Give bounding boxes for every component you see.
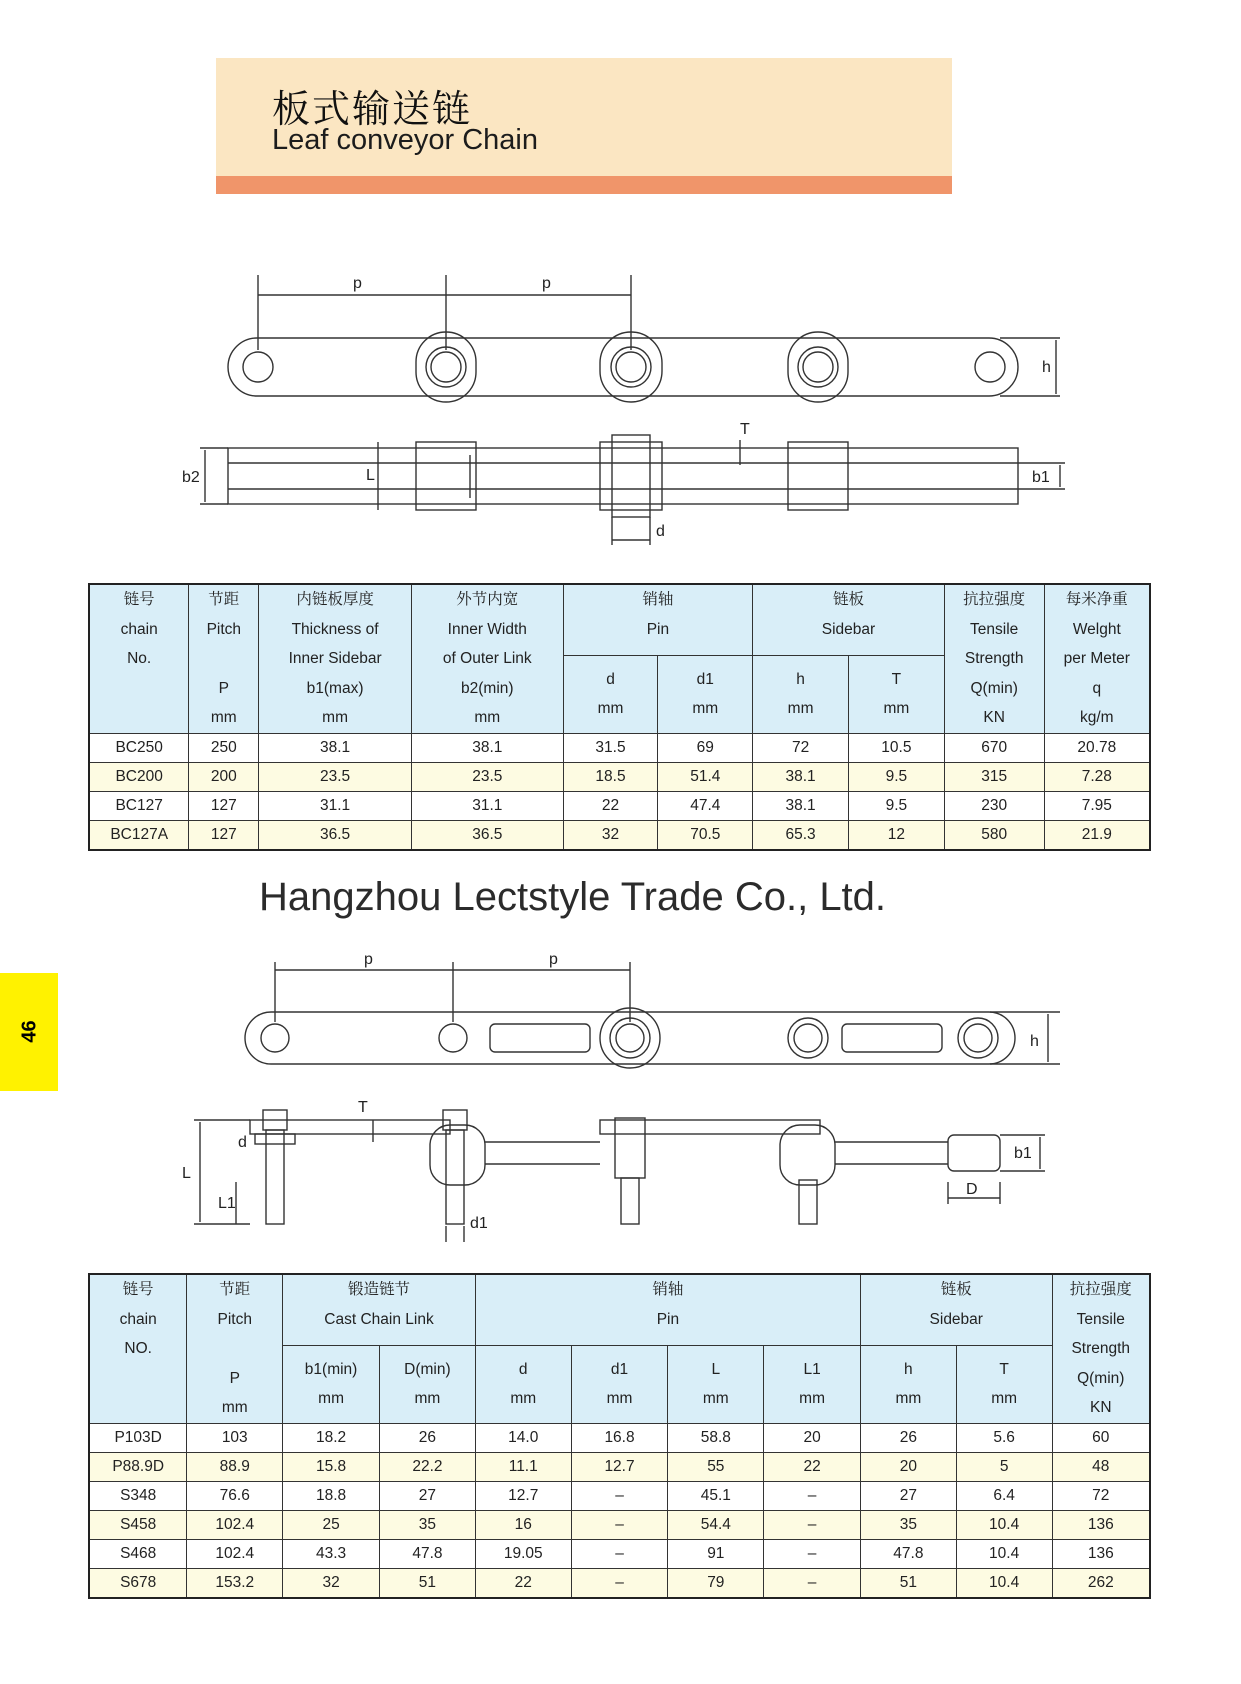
dim-T: T <box>740 421 750 438</box>
dim-d: d <box>656 523 665 540</box>
table-cell: 60 <box>1052 1423 1150 1452</box>
table-cell: 16 <box>475 1510 571 1539</box>
table-cell: 48 <box>1052 1452 1150 1481</box>
table-cell: 51.4 <box>658 762 753 791</box>
dim-d: d <box>238 1134 247 1151</box>
dim-d1: d1 <box>470 1215 488 1232</box>
table-cell: 38.1 <box>411 733 563 762</box>
header-pin-d: d mm <box>475 1346 571 1424</box>
table-header-row <box>89 1274 1150 1346</box>
table-cell: 36.5 <box>259 820 412 850</box>
header-inner-sidebar: 内链板厚度 Thickness of Inner Sidebar b1(max) mm <box>259 584 412 733</box>
dim-D: D <box>966 1181 978 1198</box>
table-row <box>89 762 1150 791</box>
header-pin-d: d mm <box>563 656 658 734</box>
header-sidebar-h: h mm <box>753 656 849 734</box>
header-tensile: 抗拉强度 Tensile Strength Q(min) KN <box>1052 1274 1150 1423</box>
table-cell: 18.5 <box>563 762 658 791</box>
table-cell: 22 <box>475 1568 571 1598</box>
table-cell: 91 <box>668 1539 764 1568</box>
dim-L: L <box>366 467 375 484</box>
table-cell: 25 <box>283 1510 380 1539</box>
table-cell: 26 <box>860 1423 956 1452</box>
table-cell: 47.8 <box>860 1539 956 1568</box>
table-cell: 36.5 <box>411 820 563 850</box>
table-cell: 51 <box>860 1568 956 1598</box>
table-row <box>89 1510 1150 1539</box>
table-cell: – <box>571 1481 668 1510</box>
dim-p1: p <box>353 275 362 292</box>
table-cell: 127 <box>189 820 259 850</box>
table-cell: 51 <box>380 1568 476 1598</box>
table-cell: 20 <box>764 1423 861 1452</box>
table-cell: BC250 <box>89 733 189 762</box>
table-cell: 23.5 <box>411 762 563 791</box>
table-row <box>89 1539 1150 1568</box>
header-sidebar-T: T mm <box>848 656 944 734</box>
header-pin-d1: d1 mm <box>571 1346 668 1424</box>
header-sidebar-T: T mm <box>956 1346 1052 1424</box>
header-weight: 每米净重 Welght per Meter q kg/m <box>1044 584 1150 733</box>
header-pin: 销轴 Pin <box>563 584 753 656</box>
table-row <box>89 1568 1150 1598</box>
table-cell: 102.4 <box>187 1510 283 1539</box>
table-cell: 7.95 <box>1044 791 1150 820</box>
table-cell: 38.1 <box>259 733 412 762</box>
table-cell: 10.4 <box>956 1568 1052 1598</box>
table-cell: 54.4 <box>668 1510 764 1539</box>
table-cell: 670 <box>944 733 1044 762</box>
table-row <box>89 791 1150 820</box>
header-pitch: 节距 Pitch P mm <box>187 1274 283 1423</box>
table-cell: 47.4 <box>658 791 753 820</box>
table-cell: 31.5 <box>563 733 658 762</box>
table-row <box>89 733 1150 762</box>
table-cell: 136 <box>1052 1510 1150 1539</box>
table-cell: 10.4 <box>956 1510 1052 1539</box>
table-cell: 55 <box>668 1452 764 1481</box>
table-cell: 9.5 <box>848 791 944 820</box>
table-cell: 27 <box>860 1481 956 1510</box>
table-row <box>89 820 1150 850</box>
table-cell: 18.8 <box>283 1481 380 1510</box>
dim-b2: b2 <box>182 469 200 486</box>
table-cell: 15.8 <box>283 1452 380 1481</box>
table-cell: 16.8 <box>571 1423 668 1452</box>
table-cell: 31.1 <box>411 791 563 820</box>
table-cell: BC127A <box>89 820 189 850</box>
table-cell: 6.4 <box>956 1481 1052 1510</box>
table-cell: 69 <box>658 733 753 762</box>
header-tensile: 抗拉强度 Tensile Strength Q(min) KN <box>944 584 1044 733</box>
table-row <box>89 1452 1150 1481</box>
table-cell: 20.78 <box>1044 733 1150 762</box>
table-cell: 5 <box>956 1452 1052 1481</box>
table-cell: 72 <box>1052 1481 1150 1510</box>
dim-L1: L1 <box>218 1195 236 1212</box>
table-cell: 22 <box>563 791 658 820</box>
table-cell: S458 <box>89 1510 187 1539</box>
table-cell: 47.8 <box>380 1539 476 1568</box>
table-cell: 315 <box>944 762 1044 791</box>
header-chain: 链号 chain NO. <box>89 1274 187 1423</box>
table-cell: 70.5 <box>658 820 753 850</box>
header-pin-d1: d1 mm <box>658 656 753 734</box>
table-cell: 9.5 <box>848 762 944 791</box>
header-sidebar-h: h mm <box>860 1346 956 1424</box>
header-pitch: 节距 Pitch P mm <box>189 584 259 733</box>
table-cell: 65.3 <box>753 820 849 850</box>
table-cell: – <box>764 1539 861 1568</box>
header-cast-link: 锻造链节 Cast Chain Link <box>283 1274 476 1346</box>
table-cell: 14.0 <box>475 1423 571 1452</box>
table-cell: 7.28 <box>1044 762 1150 791</box>
table-cell: 103 <box>187 1423 283 1452</box>
title-english: Leaf conveyor Chain <box>272 124 538 156</box>
table-cell: 136 <box>1052 1539 1150 1568</box>
header-b1: b1(min) mm <box>283 1346 380 1424</box>
table-cell: 12.7 <box>475 1481 571 1510</box>
table-cell: 5.6 <box>956 1423 1052 1452</box>
table-cell: 76.6 <box>187 1481 283 1510</box>
table-cell: 26 <box>380 1423 476 1452</box>
table-cell: 21.9 <box>1044 820 1150 850</box>
table-cell: 38.1 <box>753 762 849 791</box>
dim-b1: b1 <box>1032 469 1050 486</box>
table-cell: 23.5 <box>259 762 412 791</box>
table-cell: 79 <box>668 1568 764 1598</box>
table-cell: – <box>571 1510 668 1539</box>
leaf-chain-spec-table <box>88 583 1151 851</box>
table-cell: 32 <box>563 820 658 850</box>
table-cell: 10.4 <box>956 1539 1052 1568</box>
table-cell: 35 <box>860 1510 956 1539</box>
table-cell: 58.8 <box>668 1423 764 1452</box>
title-underline-bar <box>216 176 952 194</box>
page-number: 46 <box>18 1020 41 1043</box>
header-chain: 链号 chain No. <box>89 584 189 733</box>
table-row <box>89 1481 1150 1510</box>
dim-p2: p <box>549 951 558 968</box>
dim-b1: b1 <box>1014 1145 1032 1162</box>
table-cell: 12 <box>848 820 944 850</box>
table-cell: 31.1 <box>259 791 412 820</box>
header-outer-link: 外节内宽 Inner Width of Outer Link b2(min) mm <box>411 584 563 733</box>
table-row <box>89 1423 1150 1452</box>
table-cell: BC127 <box>89 791 189 820</box>
table-cell: 230 <box>944 791 1044 820</box>
table-cell: – <box>571 1568 668 1598</box>
table-cell: – <box>764 1568 861 1598</box>
table-cell: 580 <box>944 820 1044 850</box>
table-cell: S348 <box>89 1481 187 1510</box>
table-cell: 127 <box>189 791 259 820</box>
cast-chain-drawing <box>0 942 1241 1242</box>
table-cell: 153.2 <box>187 1568 283 1598</box>
table-cell: P88.9D <box>89 1452 187 1481</box>
table-cell: 102.4 <box>187 1539 283 1568</box>
leaf-chain-drawing <box>0 270 1241 560</box>
header-pin-L1: L1 mm <box>764 1346 861 1424</box>
header-pin-L: L mm <box>668 1346 764 1424</box>
table-cell: 22 <box>764 1452 861 1481</box>
table-cell: 200 <box>189 762 259 791</box>
table-cell: 250 <box>189 733 259 762</box>
dim-p1: p <box>364 951 373 968</box>
table-cell: – <box>571 1539 668 1568</box>
table-cell: 88.9 <box>187 1452 283 1481</box>
table-cell: 45.1 <box>668 1481 764 1510</box>
header-sidebar: 链板 Sidebar <box>860 1274 1052 1346</box>
header-pin: 销轴 Pin <box>475 1274 860 1346</box>
table-cell: 10.5 <box>848 733 944 762</box>
header-D: D(min) mm <box>380 1346 476 1424</box>
table-cell: – <box>764 1510 861 1539</box>
table-cell: P103D <box>89 1423 187 1452</box>
table-cell: 19.05 <box>475 1539 571 1568</box>
table-cell: 262 <box>1052 1568 1150 1598</box>
company-name: Hangzhou Lectstyle Trade Co., Ltd. <box>259 875 887 919</box>
table-cell: 38.1 <box>753 791 849 820</box>
dim-h: h <box>1030 1033 1039 1050</box>
table-cell: S468 <box>89 1539 187 1568</box>
table-cell: 35 <box>380 1510 476 1539</box>
table-cell: BC200 <box>89 762 189 791</box>
dim-h: h <box>1042 359 1051 376</box>
cast-chain-spec-table <box>88 1273 1151 1599</box>
table-cell: 72 <box>753 733 849 762</box>
table-cell: 18.2 <box>283 1423 380 1452</box>
table-cell: 32 <box>283 1568 380 1598</box>
table-cell: 12.7 <box>571 1452 668 1481</box>
dim-L: L <box>182 1165 191 1182</box>
dim-T: T <box>358 1099 368 1116</box>
table-cell: 20 <box>860 1452 956 1481</box>
table-cell: S678 <box>89 1568 187 1598</box>
table-cell: 22.2 <box>380 1452 476 1481</box>
dim-p2: p <box>542 275 551 292</box>
table-cell: – <box>764 1481 861 1510</box>
table-cell: 11.1 <box>475 1452 571 1481</box>
table-header-row <box>89 584 1150 656</box>
header-sidebar: 链板 Sidebar <box>753 584 945 656</box>
table-cell: 27 <box>380 1481 476 1510</box>
table-cell: 43.3 <box>283 1539 380 1568</box>
title-chinese: 板式输送链 <box>272 87 473 131</box>
